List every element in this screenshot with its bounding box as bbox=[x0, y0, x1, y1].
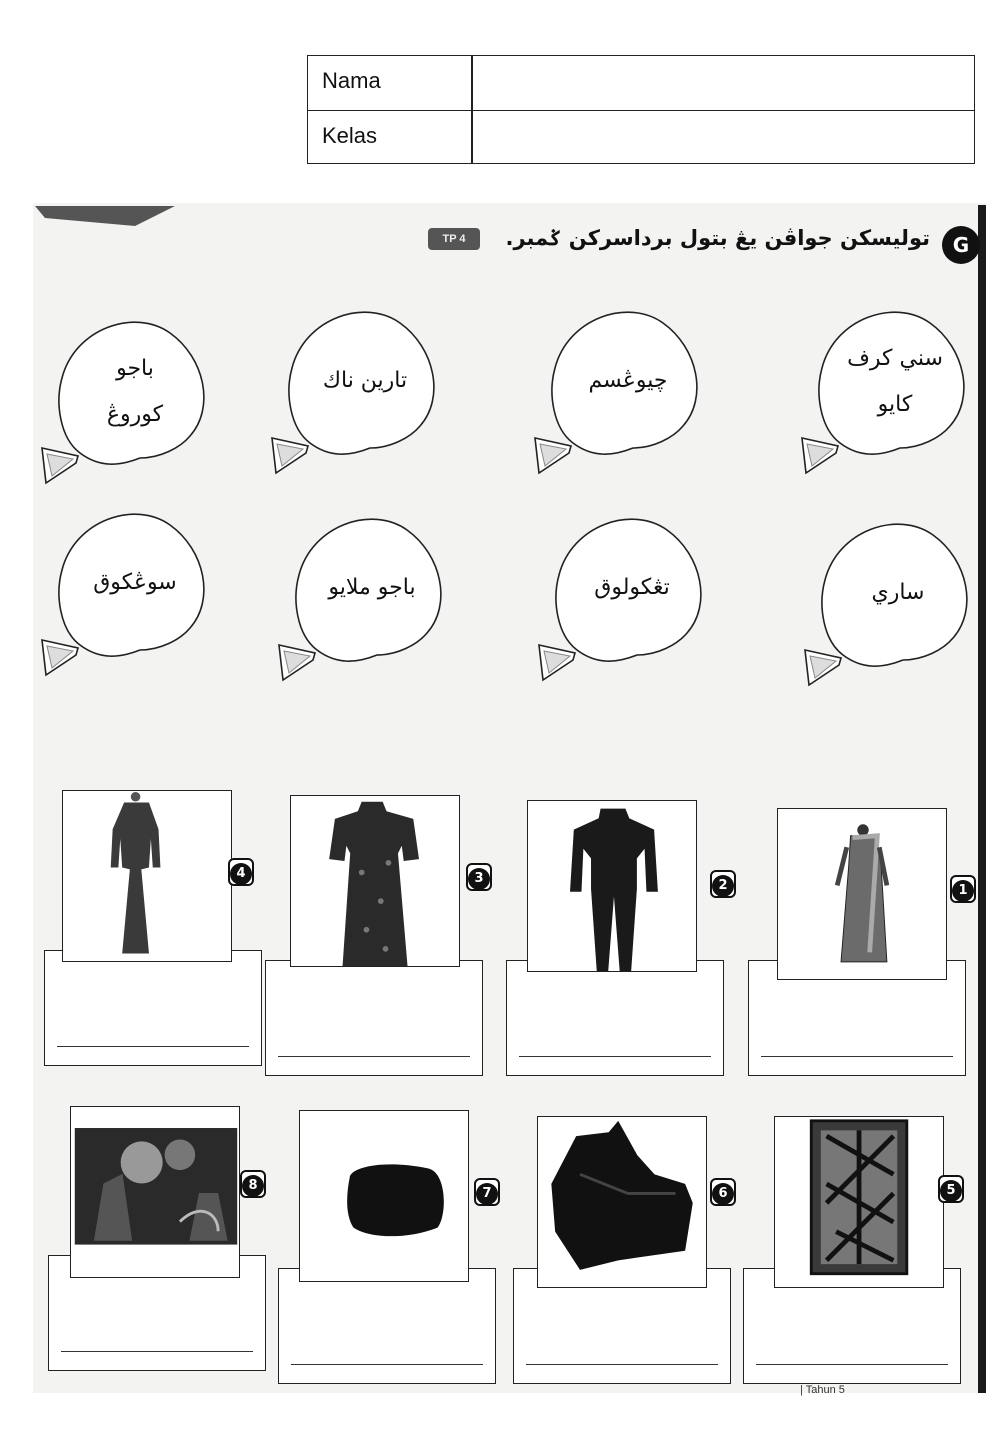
picture-card bbox=[537, 1116, 707, 1288]
picture-number-badge bbox=[228, 858, 254, 886]
picture-number-badge bbox=[710, 870, 736, 898]
level-badge: TP 4 bbox=[428, 228, 480, 250]
class-row bbox=[308, 110, 974, 164]
answer-line bbox=[526, 1364, 718, 1366]
picture-number: 7 bbox=[476, 1183, 498, 1205]
answer-input[interactable] bbox=[291, 1331, 483, 1361]
word-bank-label bbox=[836, 336, 954, 428]
baju-kurung-icon bbox=[63, 791, 233, 963]
word-bank-bubble bbox=[533, 298, 703, 498]
word-bank-bubble bbox=[803, 510, 973, 710]
picture-number-badge bbox=[950, 875, 976, 903]
answer-box bbox=[44, 950, 262, 1066]
answer-input[interactable] bbox=[756, 1331, 948, 1361]
word-bank-bubble bbox=[277, 505, 447, 705]
word-bank-bubble bbox=[40, 308, 210, 508]
songkok-icon bbox=[300, 1111, 470, 1283]
cheongsam-icon bbox=[291, 796, 461, 968]
answer-line bbox=[519, 1056, 711, 1058]
picture-number: 1 bbox=[952, 880, 974, 902]
word-bank-line: باجو ملايو bbox=[328, 575, 416, 600]
picture-number: 3 bbox=[468, 868, 490, 890]
picture-number-badge bbox=[710, 1178, 736, 1206]
answer-box bbox=[506, 960, 724, 1076]
word-bank-label bbox=[76, 346, 194, 438]
word-bank-bubble bbox=[537, 505, 707, 705]
answer-input[interactable] bbox=[57, 1013, 249, 1043]
answer-line bbox=[278, 1056, 470, 1058]
page-curl-decoration bbox=[35, 204, 175, 226]
answer-input[interactable] bbox=[519, 1023, 711, 1053]
picture-number-badge bbox=[466, 863, 492, 891]
class-label: Kelas bbox=[322, 123, 378, 148]
answer-line bbox=[756, 1364, 948, 1366]
column-divider bbox=[471, 111, 473, 164]
word-bank-bubble bbox=[270, 298, 440, 498]
answer-input[interactable] bbox=[761, 1023, 953, 1053]
footer-text: | Tahun 5 bbox=[800, 1384, 845, 1396]
picture-number: 4 bbox=[230, 863, 252, 885]
picture-card bbox=[777, 808, 947, 980]
student-info-table bbox=[307, 55, 975, 164]
answer-input[interactable] bbox=[61, 1318, 253, 1348]
picture-card bbox=[62, 790, 232, 962]
answer-line bbox=[57, 1046, 249, 1048]
picture-card bbox=[299, 1110, 469, 1282]
name-row bbox=[308, 56, 974, 110]
column-divider bbox=[471, 56, 473, 110]
picture-number-badge bbox=[938, 1175, 964, 1203]
class-field[interactable] bbox=[474, 113, 972, 162]
picture-card bbox=[70, 1106, 240, 1278]
answer-input[interactable] bbox=[278, 1023, 470, 1053]
word-bank-line: كايو bbox=[877, 392, 913, 417]
picture-number: 6 bbox=[712, 1183, 734, 1205]
name-label: Nama bbox=[322, 68, 381, 93]
word-bank-line: چيوڠسم bbox=[588, 368, 668, 393]
answer-line bbox=[61, 1351, 253, 1353]
word-bank-label bbox=[839, 548, 957, 616]
wood-carving-icon bbox=[775, 1117, 945, 1289]
picture-card bbox=[774, 1116, 944, 1288]
word-bank-bubble bbox=[800, 298, 970, 498]
picture-number: 8 bbox=[242, 1175, 264, 1197]
word-bank-label bbox=[306, 336, 424, 404]
word-bank-line: ساري bbox=[871, 580, 925, 605]
word-bank-line: سني كرف bbox=[847, 346, 943, 371]
word-bank-label bbox=[313, 543, 431, 611]
baju-melayu-icon bbox=[528, 801, 698, 973]
picture-card bbox=[527, 800, 697, 972]
word-bank-label bbox=[573, 543, 691, 611]
picture-number-badge bbox=[240, 1170, 266, 1198]
tengkolok-icon bbox=[538, 1117, 708, 1289]
answer-line bbox=[761, 1056, 953, 1058]
word-bank-line: سوڠكوق bbox=[93, 570, 177, 595]
saree-icon bbox=[778, 809, 948, 981]
section-badge: G bbox=[942, 226, 980, 264]
dance-photo-icon bbox=[71, 1107, 241, 1279]
instruction-text: توليسکن جواڤن يڠ بتول برداسرکن ݢمبر. bbox=[505, 226, 930, 250]
picture-number-badge bbox=[474, 1178, 500, 1206]
word-bank-label bbox=[569, 336, 687, 404]
word-bank-line: باجو bbox=[116, 356, 154, 381]
name-field[interactable] bbox=[474, 58, 972, 108]
word-bank-label bbox=[76, 538, 194, 606]
answer-box bbox=[265, 960, 483, 1076]
picture-card bbox=[290, 795, 460, 967]
word-bank-line: تارين ناك bbox=[322, 368, 408, 393]
word-bank-line: تڠكولوق bbox=[594, 575, 670, 600]
word-bank-line: كوروڠ bbox=[106, 402, 164, 427]
word-bank-bubble bbox=[40, 500, 210, 700]
picture-number: 2 bbox=[712, 875, 734, 897]
picture-number: 5 bbox=[940, 1180, 962, 1202]
answer-box bbox=[278, 1268, 496, 1384]
answer-input[interactable] bbox=[526, 1331, 718, 1361]
answer-line bbox=[291, 1364, 483, 1366]
